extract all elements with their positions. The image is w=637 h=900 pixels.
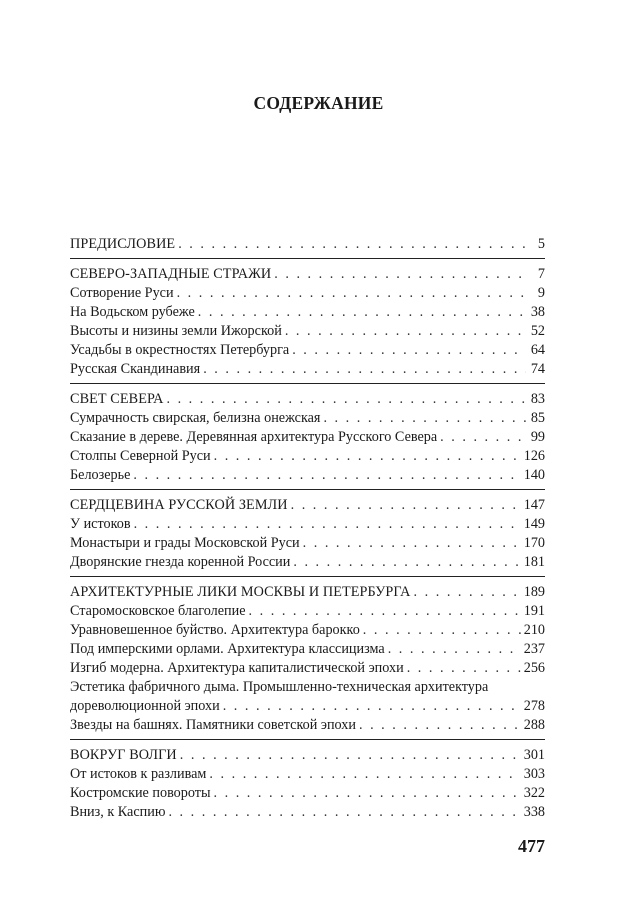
page-title: СОДЕРЖАНИЕ xyxy=(253,93,384,113)
toc-entry[interactable] xyxy=(70,765,545,784)
toc-entry-title: СЕВЕРО-ЗАПАДНЫЕ СТРАЖИ xyxy=(70,266,272,282)
toc-entry-page: 210 xyxy=(523,622,545,638)
toc-entry-page: 170 xyxy=(523,535,545,551)
toc-entry-page: 256 xyxy=(523,660,545,676)
toc-entry-title: Усадьбы в окрестностях Петербурга xyxy=(70,342,290,358)
toc-entry-page: 85 xyxy=(530,410,545,426)
dot-leader xyxy=(414,583,521,602)
dot-leader xyxy=(209,765,520,784)
dot-leader xyxy=(285,322,526,341)
toc-entry[interactable] xyxy=(70,466,545,485)
toc-entry-page: 181 xyxy=(523,554,545,570)
toc-entry-page: 322 xyxy=(523,785,545,801)
dot-leader xyxy=(180,746,521,765)
toc-entry[interactable] xyxy=(70,235,545,254)
toc-entry-title: Сказание в дереве. Деревянная архитектура Русского Севера xyxy=(70,429,438,445)
dot-leader xyxy=(323,409,526,428)
toc-entry[interactable] xyxy=(70,640,545,659)
dot-leader xyxy=(303,534,521,553)
toc-entry-page: 303 xyxy=(523,766,545,782)
toc-section-preface xyxy=(70,235,545,259)
toc-entry-title: Эстетика фабричного дыма. Промышленно-техническая архитектура xyxy=(70,679,489,695)
toc-entry[interactable] xyxy=(70,803,545,822)
dot-leader xyxy=(214,784,521,803)
dot-leader xyxy=(198,303,526,322)
toc-entry[interactable] xyxy=(70,284,545,303)
dot-leader xyxy=(440,428,526,447)
toc-entry-page: 237 xyxy=(523,641,545,657)
toc-entry-page: 147 xyxy=(523,497,545,513)
toc-entry-title: Звезды на башнях. Памятники советской эпохи xyxy=(70,717,356,733)
toc-entry-title: ВОКРУГ ВОЛГИ xyxy=(70,747,177,763)
dot-leader xyxy=(407,659,521,678)
toc-entry-page: 288 xyxy=(523,717,545,733)
dot-leader xyxy=(249,602,521,621)
dot-leader xyxy=(168,803,520,822)
toc-entry-page: 301 xyxy=(523,747,545,763)
dot-leader xyxy=(166,390,526,409)
toc-entry[interactable] xyxy=(70,553,545,572)
toc-entry[interactable] xyxy=(70,360,545,379)
toc-entry-page: 126 xyxy=(523,448,545,464)
toc-entry-page: 74 xyxy=(530,361,545,377)
toc-entry-title: Старомосковское благолепие xyxy=(70,603,246,619)
toc-entry-page: 99 xyxy=(530,429,545,445)
toc-entry-title: Изгиб модерна. Архитектура капиталистической эпохи xyxy=(70,660,404,676)
toc-entry-title: СВЕТ СЕВЕРА xyxy=(70,391,164,407)
toc-entry-page: 149 xyxy=(523,516,545,532)
toc-entry[interactable] xyxy=(70,322,545,341)
toc-entry-page: 9 xyxy=(537,285,545,301)
toc-entry[interactable] xyxy=(70,303,545,322)
toc-entry-title: ПРЕДИСЛОВИЕ xyxy=(70,236,176,252)
toc-entry-title: Вниз, к Каспию xyxy=(70,804,166,820)
toc-entry-title: Дворянские гнезда коренной России xyxy=(70,554,291,570)
toc-entry-title: Под имперскими орлами. Архитектура классицизма xyxy=(70,641,385,657)
dot-leader xyxy=(203,360,526,379)
toc-entry-title: Сотворение Руси xyxy=(70,285,174,301)
toc-entry-page: 189 xyxy=(523,584,545,600)
toc-entry-title: Белозерье xyxy=(70,467,131,483)
toc-section-volga xyxy=(70,746,545,826)
toc-entry-title-continued: дореволюционной эпохи xyxy=(70,698,220,714)
toc-entry[interactable] xyxy=(70,496,545,515)
toc-entry[interactable] xyxy=(70,659,545,678)
toc-entry[interactable] xyxy=(70,515,545,534)
toc-entry-page: 38 xyxy=(530,304,545,320)
dot-leader xyxy=(292,341,526,360)
toc-entry[interactable] xyxy=(70,390,545,409)
toc-section-light-of-north xyxy=(70,390,545,490)
dot-leader xyxy=(363,621,521,640)
toc-entry-page: 7 xyxy=(537,266,545,282)
toc-section-heartland xyxy=(70,496,545,577)
toc-entry[interactable] xyxy=(70,746,545,765)
toc-section-northwest xyxy=(70,265,545,384)
dot-leader xyxy=(178,235,526,254)
toc-entry-page: 140 xyxy=(523,467,545,483)
dot-leader xyxy=(274,265,526,284)
toc-entry[interactable] xyxy=(70,621,545,640)
toc-entry-title: От истоков к разливам xyxy=(70,766,207,782)
toc-entry[interactable] xyxy=(70,428,545,447)
toc-entry-title: Столпы Северной Руси xyxy=(70,448,211,464)
toc-entry-page: 338 xyxy=(523,804,545,820)
toc-entry[interactable] xyxy=(70,341,545,360)
toc-entry-page: 5 xyxy=(537,236,545,252)
toc-entry-title: Монастыри и грады Московской Руси xyxy=(70,535,300,551)
dot-leader xyxy=(293,553,520,572)
toc-entry[interactable] xyxy=(70,534,545,553)
dot-leader xyxy=(134,515,521,534)
dot-leader xyxy=(388,640,521,659)
dot-leader xyxy=(133,466,520,485)
toc-entry-page: 278 xyxy=(523,698,545,714)
toc-entry[interactable] xyxy=(70,602,545,621)
toc-entry-title: У истоков xyxy=(70,516,131,532)
toc-entry[interactable] xyxy=(70,447,545,466)
toc-entry-title: СЕРДЦЕВИНА РУССКОЙ ЗЕМЛИ xyxy=(70,497,288,513)
toc-entry[interactable] xyxy=(70,583,545,602)
dot-leader xyxy=(214,447,521,466)
toc-entry-title: Уравновешенное буйство. Архитектура барокко xyxy=(70,622,360,638)
toc-entry-page: 64 xyxy=(530,342,545,358)
toc-entry-title: На Водьском рубеже xyxy=(70,304,195,320)
toc-entry-title: Костромские повороты xyxy=(70,785,211,801)
toc-entry-page: 52 xyxy=(530,323,545,339)
toc-entry-page: 191 xyxy=(523,603,545,619)
toc-entry[interactable] xyxy=(70,409,545,428)
table-of-contents xyxy=(70,235,545,832)
toc-entry-title: Высоты и низины земли Ижорской xyxy=(70,323,282,339)
page-number: 477 xyxy=(518,836,545,856)
toc-entry[interactable] xyxy=(70,265,545,284)
dot-leader xyxy=(223,697,521,716)
dot-leader xyxy=(177,284,526,303)
toc-entry-title: Сумрачность свирская, белизна онежская xyxy=(70,410,321,426)
toc-section-architecture xyxy=(70,583,545,740)
dot-leader xyxy=(359,716,521,735)
dot-leader xyxy=(291,496,521,515)
toc-entry-page: 83 xyxy=(530,391,545,407)
toc-entry[interactable] xyxy=(70,784,545,803)
toc-entry-title: Русская Скандинавия xyxy=(70,361,201,377)
toc-entry[interactable] xyxy=(70,716,545,735)
toc-entry-title: АРХИТЕКТУРНЫЕ ЛИКИ МОСКВЫ И ПЕТЕРБУРГА xyxy=(70,584,411,600)
toc-entry[interactable] xyxy=(70,678,545,716)
